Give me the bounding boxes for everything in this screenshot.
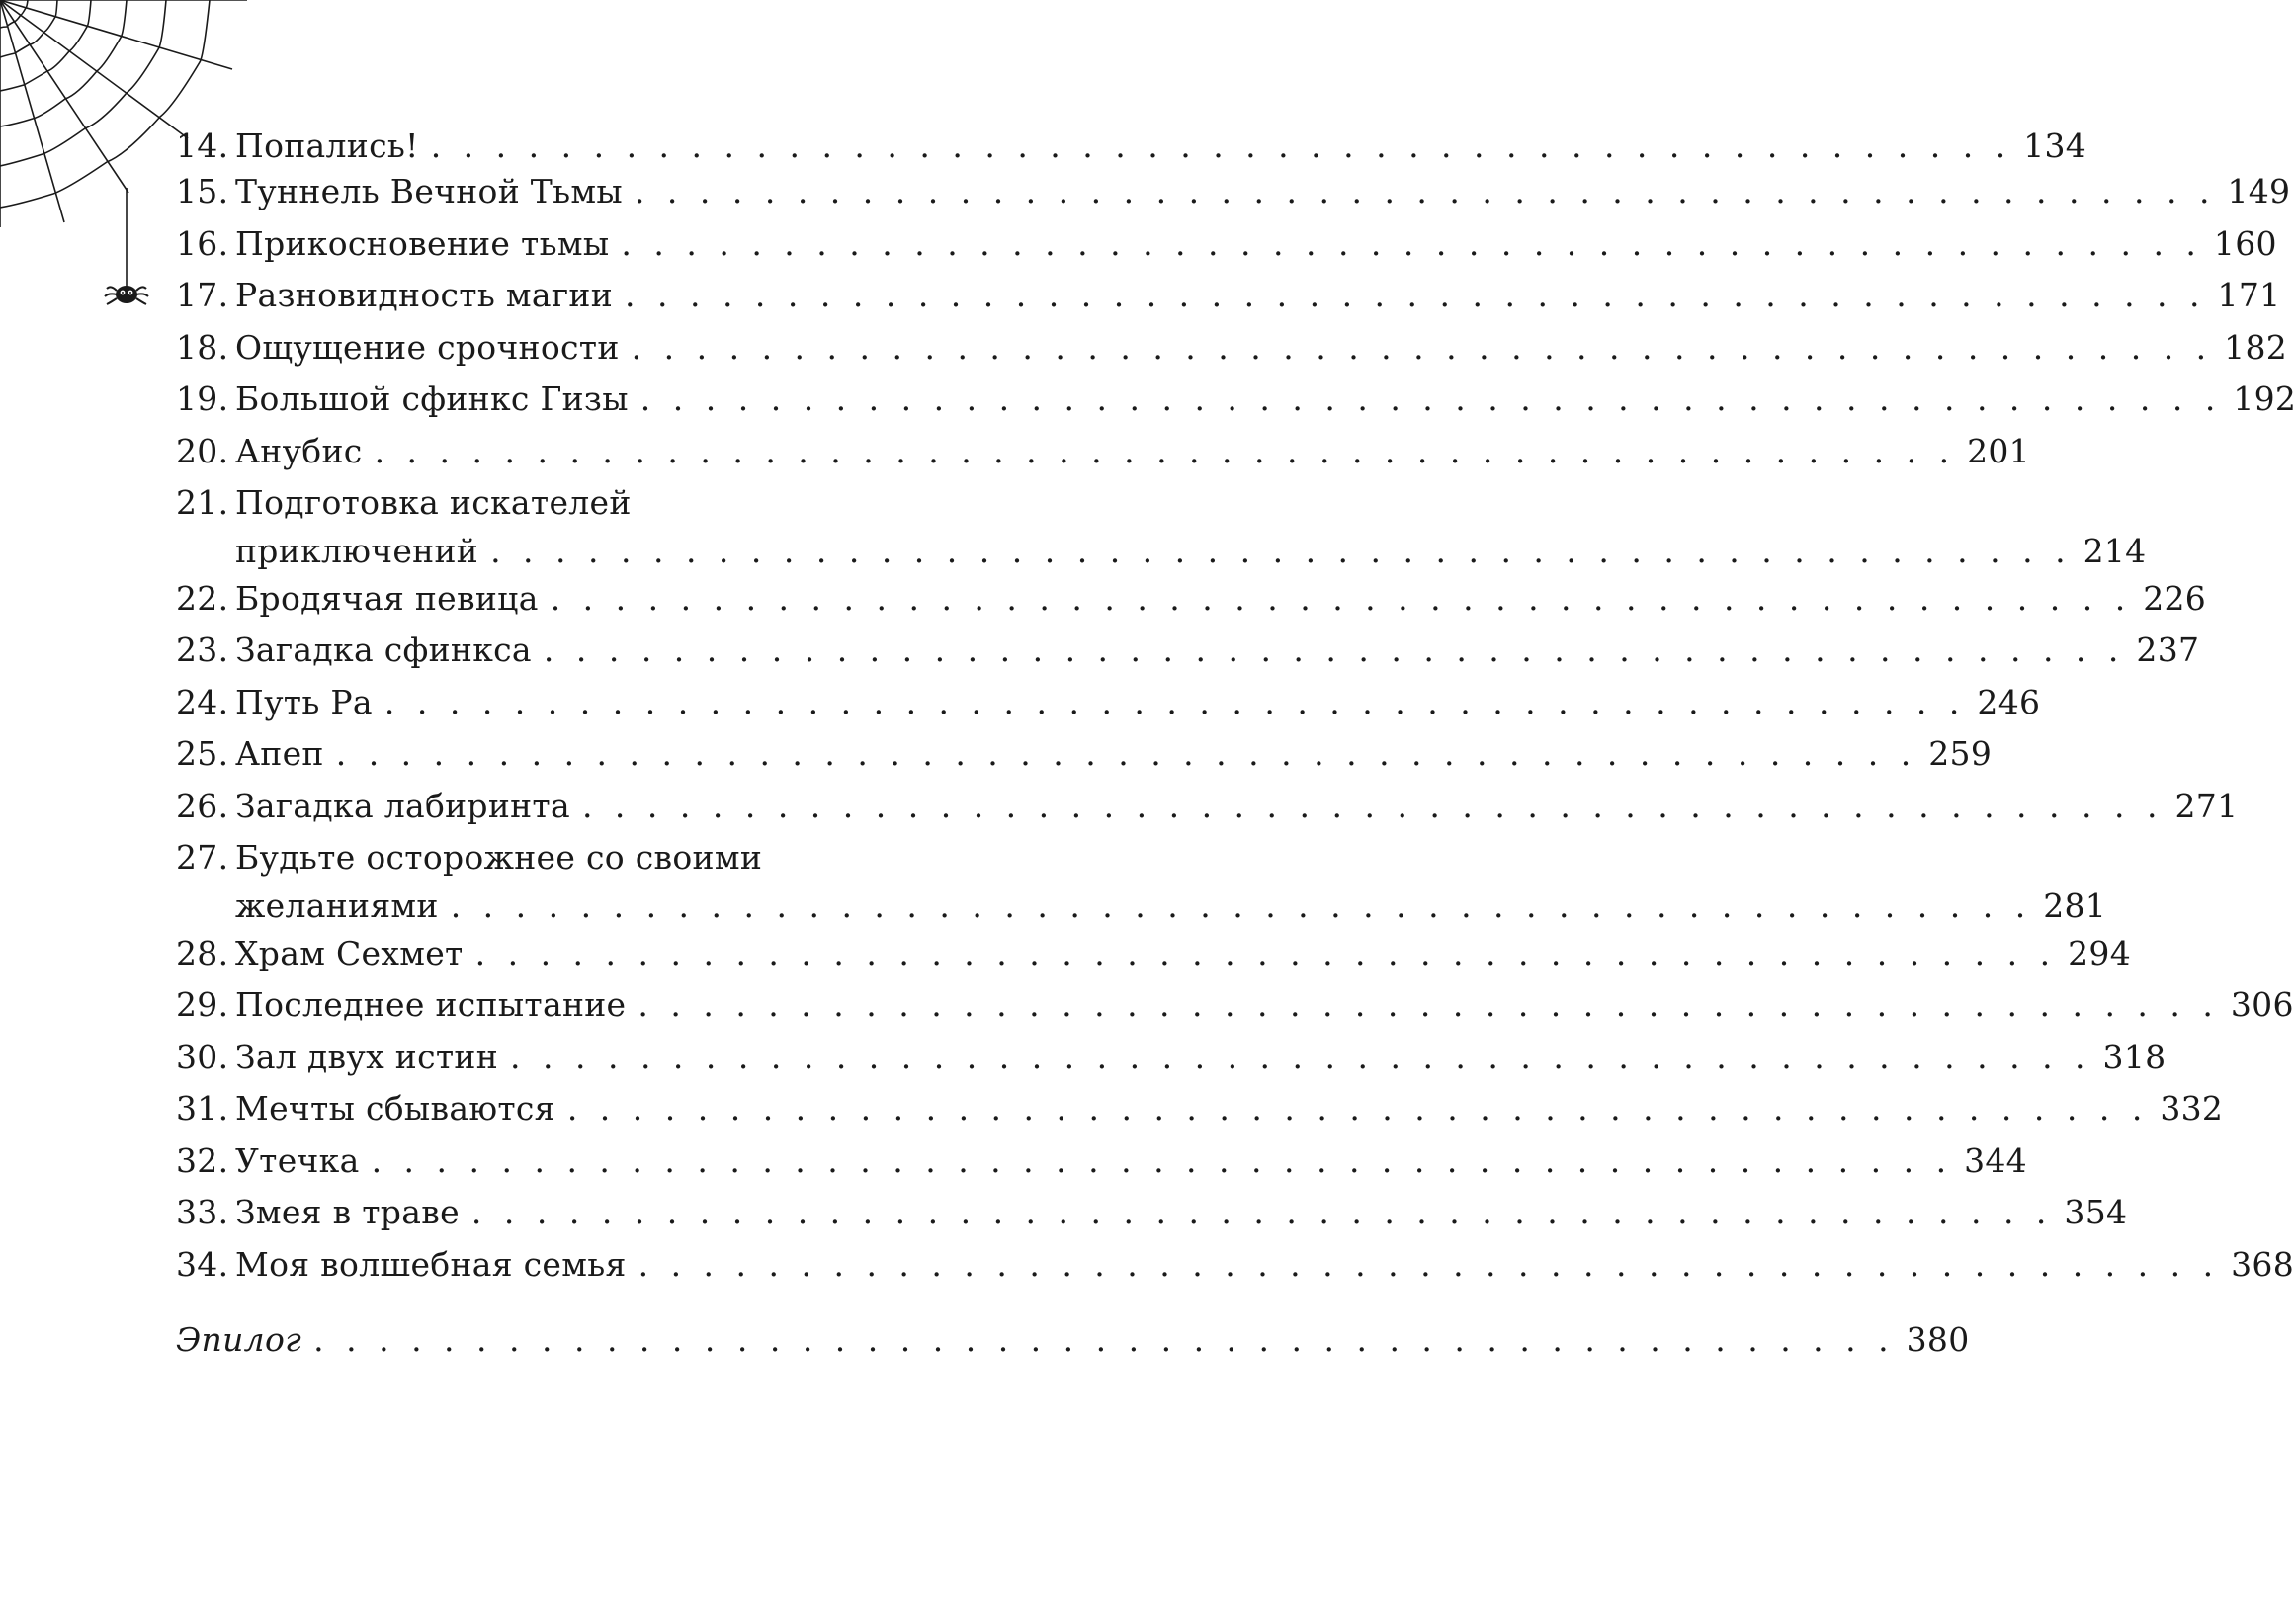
page-number: 171 [2217,276,2281,314]
dot-leader: . . . . . . . . . . . . . . . . . . . . . . . . . . . . . . . . . . . . . . . . . . . . . . . . . [490,531,2072,570]
chapter-title: Анубис [235,431,363,470]
chapter-number: 26. [176,786,229,825]
chapter-number: 33. [176,1193,229,1231]
chapter-title: Туннель Вечной Тьмы [235,172,623,210]
toc-entry [176,1239,2294,1292]
toc-entry [176,677,2041,729]
toc-entry [176,218,2277,271]
page-number: 380 [1906,1320,1970,1359]
chapter-number: 16. [176,223,229,263]
chapter-title: Утечка [235,1140,360,1180]
chapter-number: 15. [176,172,229,210]
page-number: 201 [1967,431,2030,470]
dot-leader: . . . . . . . . . . . . . . . . . . . . . . . . . . . . . . . . . . . . . . . . . . . . . . . . . [631,327,2213,367]
spider-icon [105,286,148,304]
page-number: 226 [2143,578,2207,618]
toc-entry [176,477,2147,573]
toc-entry [176,728,1993,781]
dot-leader: . . . . . . . . . . . . . . . . . . . . . . . . . . . . . . . . . . . . . . . . . . . . . . . . . [335,734,1917,773]
page-number: 344 [1964,1140,2027,1180]
toc-entry [176,832,2107,928]
dot-leader: . . . . . . . . . . . . . . . . . . . . . . . . . . . . . . . . . . . . . . . . . . . . . . . . . [470,1193,2053,1231]
page-number: 192 [2233,379,2296,418]
dot-leader: . . . . . . . . . . . . . . . . . . . . . . . . . . . . . . . . . . . . . . . . . . . . . . . . . [550,578,2132,618]
chapter-number: 34. [176,1244,229,1284]
chapter-number: 23. [176,630,229,669]
chapter-title: Будьте осторожнее со своими [235,838,763,877]
toc-entry [176,1187,2128,1239]
page-number: 160 [2213,223,2277,263]
chapter-title: Загадка лабиринта [235,786,570,825]
chapter-title: Путь Ра [235,682,373,721]
chapter-title: Апеп [235,734,324,773]
dot-leader: . . . . . . . . . . . . . . . . . . . . . . . . . . . . . . . . . . . . . . . . . . . . . . . . . [374,431,1956,470]
toc-entry [176,625,2200,677]
page-number: 134 [2023,126,2087,165]
dot-leader: . . . . . . . . . . . . . . . . . . . . . . . . . . . . . . . . . . . . . . . . . . . . . . . . . [371,1140,1953,1180]
toc-entry [176,1032,2167,1084]
dot-leader: . . . . . . . . . . . . . . . . . . . . . . . . . . . . . . . . . . . . . . . . . . . . . . . . . [638,1244,2220,1284]
chapter-number: 25. [176,734,229,773]
chapter-number: 30. [176,1037,229,1076]
chapter-number: 20. [176,431,229,470]
toc-entry [176,322,2288,375]
page-number: 332 [2160,1089,2224,1128]
chapter-title: Мечты сбываются [235,1089,555,1128]
chapter-title-continuation: приключений [235,531,479,570]
chapter-number: 31. [176,1089,229,1128]
page-number: 294 [2068,933,2132,972]
dot-leader: . . . . . . . . . . . . . . . . . . . . . . . . . . . . . . . . . . . . . . . . . . . . . . . . . [383,682,1966,721]
chapter-number: 21. [176,483,229,522]
toc-entry [176,573,2207,626]
toc-entry [176,426,2030,478]
chapter-title: Моя волшебная семья [235,1244,627,1284]
dot-leader: . . . . . . . . . . . . . . . . . . . . . . . . . . . . . . . . . . . . . . . . . . . . . . . . . [450,885,2032,925]
toc-entry [176,1083,2224,1135]
dot-leader: . . . . . . . . . . . . . . . . . . . . . . . . . . . . . . . . . . . . . . . . . . . . . . . . . [566,1089,2149,1128]
chapter-number: 29. [176,985,229,1024]
chapter-title: Храм Сехмет [235,933,464,972]
page-number: 271 [2174,786,2239,825]
toc-entry [176,1135,2027,1188]
chapter-number: 24. [176,682,229,721]
chapter-number: 14. [176,126,229,165]
dot-leader: . . . . . . . . . . . . . . . . . . . . . . . . . . . . . . . . . . . . . . . . . . . . . . . . . [510,1037,2091,1076]
page-number: 259 [1928,734,1993,773]
chapter-number: 28. [176,933,229,972]
dot-leader: . . . . . . . . . . . . . . . . . . . . . . . . . . . . . . . . . . . . . . . . . . . . . . . . . [621,223,2202,263]
toc-entry [176,166,2291,218]
chapter-title: Ощущение срочности [235,327,620,367]
page-number: 237 [2136,630,2200,669]
page-number: 368 [2231,1244,2294,1284]
page-number: 214 [2083,531,2147,570]
chapter-title: Последнее испытание [235,985,627,1024]
dot-leader: . . . . . . . . . . . . . . . . . . . . . . . . . . . . . . . . . . . . . . . . . . . . . . . . . [474,933,2057,972]
chapter-title: Большой сфинкс Гизы [235,379,629,418]
chapter-number: 32. [176,1140,229,1180]
page-number: 246 [1977,682,2041,721]
chapter-title: Разновидность магии [235,276,614,314]
chapter-title: Загадка сфинкса [235,630,532,669]
chapter-title: Подготовка искателей [235,483,632,522]
chapter-title-continuation: желаниями [235,885,439,925]
dot-leader: . . . . . . . . . . . . . . . . . . . . . . . . . . . . . . . . . . . . . . . . . . . . . . . . . [430,126,2012,165]
toc-entry [176,979,2294,1032]
dot-leader: . . . . . . . . . . . . . . . . . . . . . . . . . . . . . . . . . . . . . . . . . . . . . . . . . [638,985,2219,1024]
table-of-contents [176,126,2296,1367]
chapter-number: 17. [176,276,229,314]
page-number: 306 [2230,985,2294,1024]
dot-leader: . . . . . . . . . . . . . . . . . . . . . . . . . . . . . . . . . . . . . . . . . . . . . . . . . [581,786,2164,825]
toc-entry [176,374,2296,426]
chapter-title: Прикосновение тьмы [235,223,610,263]
toc-entry [176,126,2087,166]
chapter-title: Зал двух истин [235,1037,499,1076]
chapter-title: Попались! [235,126,419,165]
page-number: 354 [2064,1193,2128,1231]
dot-leader: . . . . . . . . . . . . . . . . . . . . . . . . . . . . . . . . . . . . . . . . . . . . . . . . . [639,379,2222,418]
chapter-number: 27. [176,838,229,877]
dot-leader: . . . . . . . . . . . . . . . . . . . . . . . . . . . . . . . . . . . . . . . . . . . . . . . . . [634,172,2216,210]
dot-leader: . . . . . . . . . . . . . . . . . . . . . . . . . . . . . . . . . . . . . . . . . . . . . . . . . [625,276,2206,314]
chapter-number: 22. [176,578,229,618]
chapter-number: 18. [176,327,229,367]
page-number: 149 [2227,172,2291,210]
toc-entry [176,270,2281,322]
toc-epilog [176,1314,1970,1367]
dot-leader: . . . . . . . . . . . . . . . . . . . . . . . . . . . . . . . . . . . . . . . . . . . . . . . . . [543,630,2125,669]
page-number: 182 [2224,327,2288,367]
toc-entry [176,781,2239,833]
toc-entry [176,928,2132,980]
epilog-title: Эпилог [176,1320,302,1359]
page-number: 318 [2102,1037,2167,1076]
chapter-number: 19. [176,379,229,418]
dot-leader: . . . . . . . . . . . . . . . . . . . . . . . . . . . . . . . . . . . . . . . . . . . . . . . . . [313,1320,1895,1359]
chapter-title: Бродячая певица [235,578,539,618]
chapter-title: Змея в траве [235,1193,460,1231]
page-number: 281 [2043,885,2107,925]
